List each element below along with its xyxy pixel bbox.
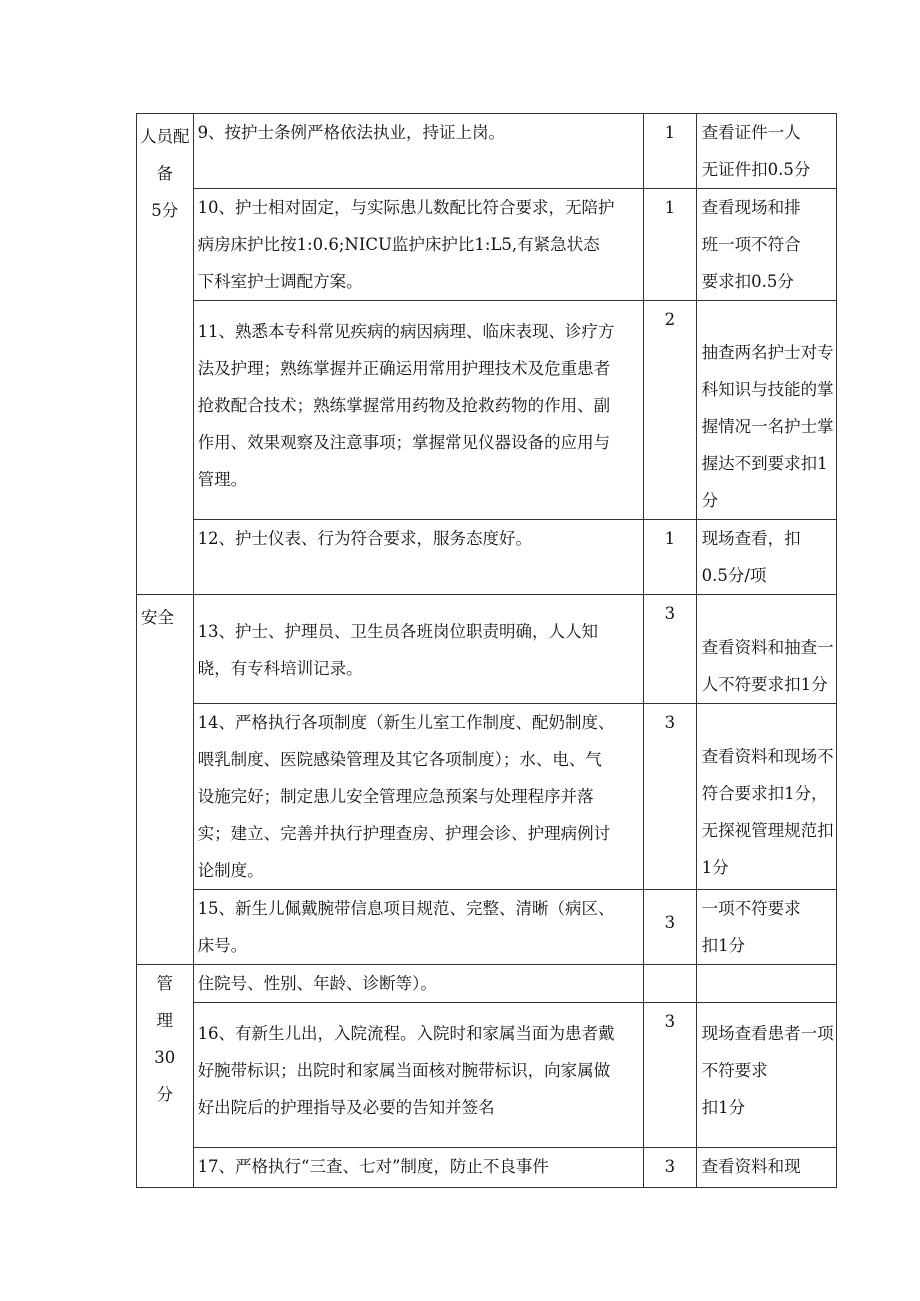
score-value: 3 [664,1157,676,1176]
check-text: 扣1分 [701,1098,746,1117]
item-text: 下科室护士调配方案。 [197,272,363,291]
check-text: 现场查看患者一项 [701,1024,834,1043]
item-text: 9、按护士条例严格依法执业，持证上岗。 [197,123,506,142]
check-text: 1分 [701,858,729,877]
check-text: 扣1分 [701,936,746,955]
item-cell [193,114,644,189]
check-text: 符合要求扣1分， [701,784,828,803]
check-cell [696,704,836,890]
item-cell [193,301,644,520]
item-text: 实；建立、完善并执行护理查房、护理会诊、护理病例讨 [197,824,611,843]
item-cell [193,1148,644,1188]
category-label: 5分 [151,201,179,220]
check-cell [696,520,836,595]
check-text: 查看资料和现场不 [701,747,834,766]
check-cell [696,114,836,189]
score-cell [644,965,697,1003]
table-row [137,189,837,301]
item-cell [193,965,644,1003]
category-cell [137,965,194,1188]
score-value: 1 [664,198,676,217]
check-text: 科知识与技能的掌 [701,380,834,399]
category-cell [137,595,194,965]
score-cell [644,1148,697,1188]
item-text: 11、熟悉本专科常见疾病的病因病理、临床表现、诊疗方 [197,322,615,341]
item-text: 15、新生儿佩戴腕带信息项目规范、完整、清晰（病区、 [197,899,615,918]
table-row [137,595,837,704]
item-text: 管理。 [197,470,248,489]
category-label: 理 [156,1011,174,1030]
check-cell [696,301,836,520]
category-label: 备 [156,164,174,183]
item-text: 13、护士、护理员、卫生员各班岗位职责明确，人人知 [197,622,599,641]
check-text: 握情况一名护士掌 [701,417,834,436]
check-text: 查看资料和抽查一 [701,638,834,657]
score-value: 2 [664,310,676,329]
check-text: 不符要求 [701,1061,768,1080]
check-cell [696,890,836,965]
item-text: 17、严格执行“三查、七对”制度，防止不良事件 [197,1157,549,1176]
item-text: 住院号、性别、年龄、诊断等）。 [197,974,437,993]
table-row [137,1003,837,1148]
score-value: 1 [664,529,676,548]
item-text: 设施完好；制定患儿安全管理应急预案与处理程序并落 [197,787,594,806]
check-text: 无证件扣0.5分 [701,160,811,179]
item-text: 抢救配合技术；熟练掌握常用药物及抢救药物的作用、副 [197,396,611,415]
category-label: 安全 [141,608,174,627]
score-value: 3 [664,713,676,732]
check-text: 查看资料和现 [701,1157,801,1176]
category-label: 30 [154,1048,176,1067]
check-text: 握达不到要求扣1 [701,454,828,473]
item-cell [193,595,644,704]
item-text: 16、有新生儿出，入院流程。入院时和家属当面为患者戴 [197,1024,615,1043]
score-value: 3 [664,913,676,932]
score-cell [644,890,697,965]
check-text: 现场查看，扣 [701,529,801,548]
category-label: 分 [156,1085,174,1104]
item-text: 作用、效果观察及注意事项；掌握常见仪器设备的应用与 [197,433,611,452]
category-cell [137,114,194,595]
item-text: 晓，有专科培训记录。 [197,659,363,678]
check-text: 0.5分/项 [701,566,767,585]
check-text: 查看现场和排 [701,198,801,217]
score-value: 3 [664,604,676,623]
item-cell [193,189,644,301]
score-value: 1 [664,123,676,142]
table-row [137,965,837,1003]
table-row [137,114,837,189]
score-cell [644,520,697,595]
item-text: 病房床护比按1:0.6;NICU监护床护比1:L5,有紧急状态 [197,235,600,254]
score-cell [644,114,697,189]
item-cell [193,704,644,890]
item-cell [193,890,644,965]
check-text: 一项不符要求 [701,899,801,918]
check-text: 无探视管理规范扣 [701,821,834,840]
score-cell [644,1003,697,1148]
score-cell [644,595,697,704]
item-cell [193,520,644,595]
check-text: 查看证件一人 [701,123,801,142]
check-cell [696,965,836,1003]
check-text: 人不符要求扣1分 [701,675,828,694]
item-text: 10、护士相对固定，与实际患儿数配比符合要求，无陪护 [197,198,615,217]
category-label: 管 [156,974,174,993]
item-text: 好出院后的护理指导及必要的告知并签名 [197,1098,495,1117]
check-cell [696,1148,836,1188]
item-cell [193,1003,644,1148]
check-cell [696,1003,836,1148]
score-value: 3 [664,1012,676,1031]
table-row [137,1148,837,1188]
item-text: 12、护士仪表、行为符合要求，服务态度好。 [197,529,533,548]
table-row [137,890,837,965]
category-label: 人员配 [140,127,190,146]
item-text: 喂乳制度、医院感染管理及其它各项制度）；水、电、气 [197,750,602,769]
item-text: 床号。 [197,936,248,955]
score-cell [644,704,697,890]
score-cell [644,301,697,520]
item-text: 论制度。 [197,861,264,880]
check-cell [696,189,836,301]
table-row [137,704,837,890]
nursing-evaluation-table [136,113,837,1188]
check-text: 分 [701,491,719,510]
check-text: 抽查两名护士对专 [701,343,834,362]
item-text: 14、严格执行各项制度（新生儿室工作制度、配奶制度、 [197,713,615,732]
score-cell [644,189,697,301]
item-text: 法及护理；熟练掌握并正确运用常用护理技术及危重患者 [197,359,611,378]
check-cell [696,595,836,704]
check-text: 班一项不符合 [701,235,801,254]
table-row [137,301,837,520]
check-text: 要求扣0.5分 [701,272,794,291]
item-text: 好腕带标识；出院时和家属当面核对腕带标识，向家属做 [197,1061,611,1080]
table-row [137,520,837,595]
